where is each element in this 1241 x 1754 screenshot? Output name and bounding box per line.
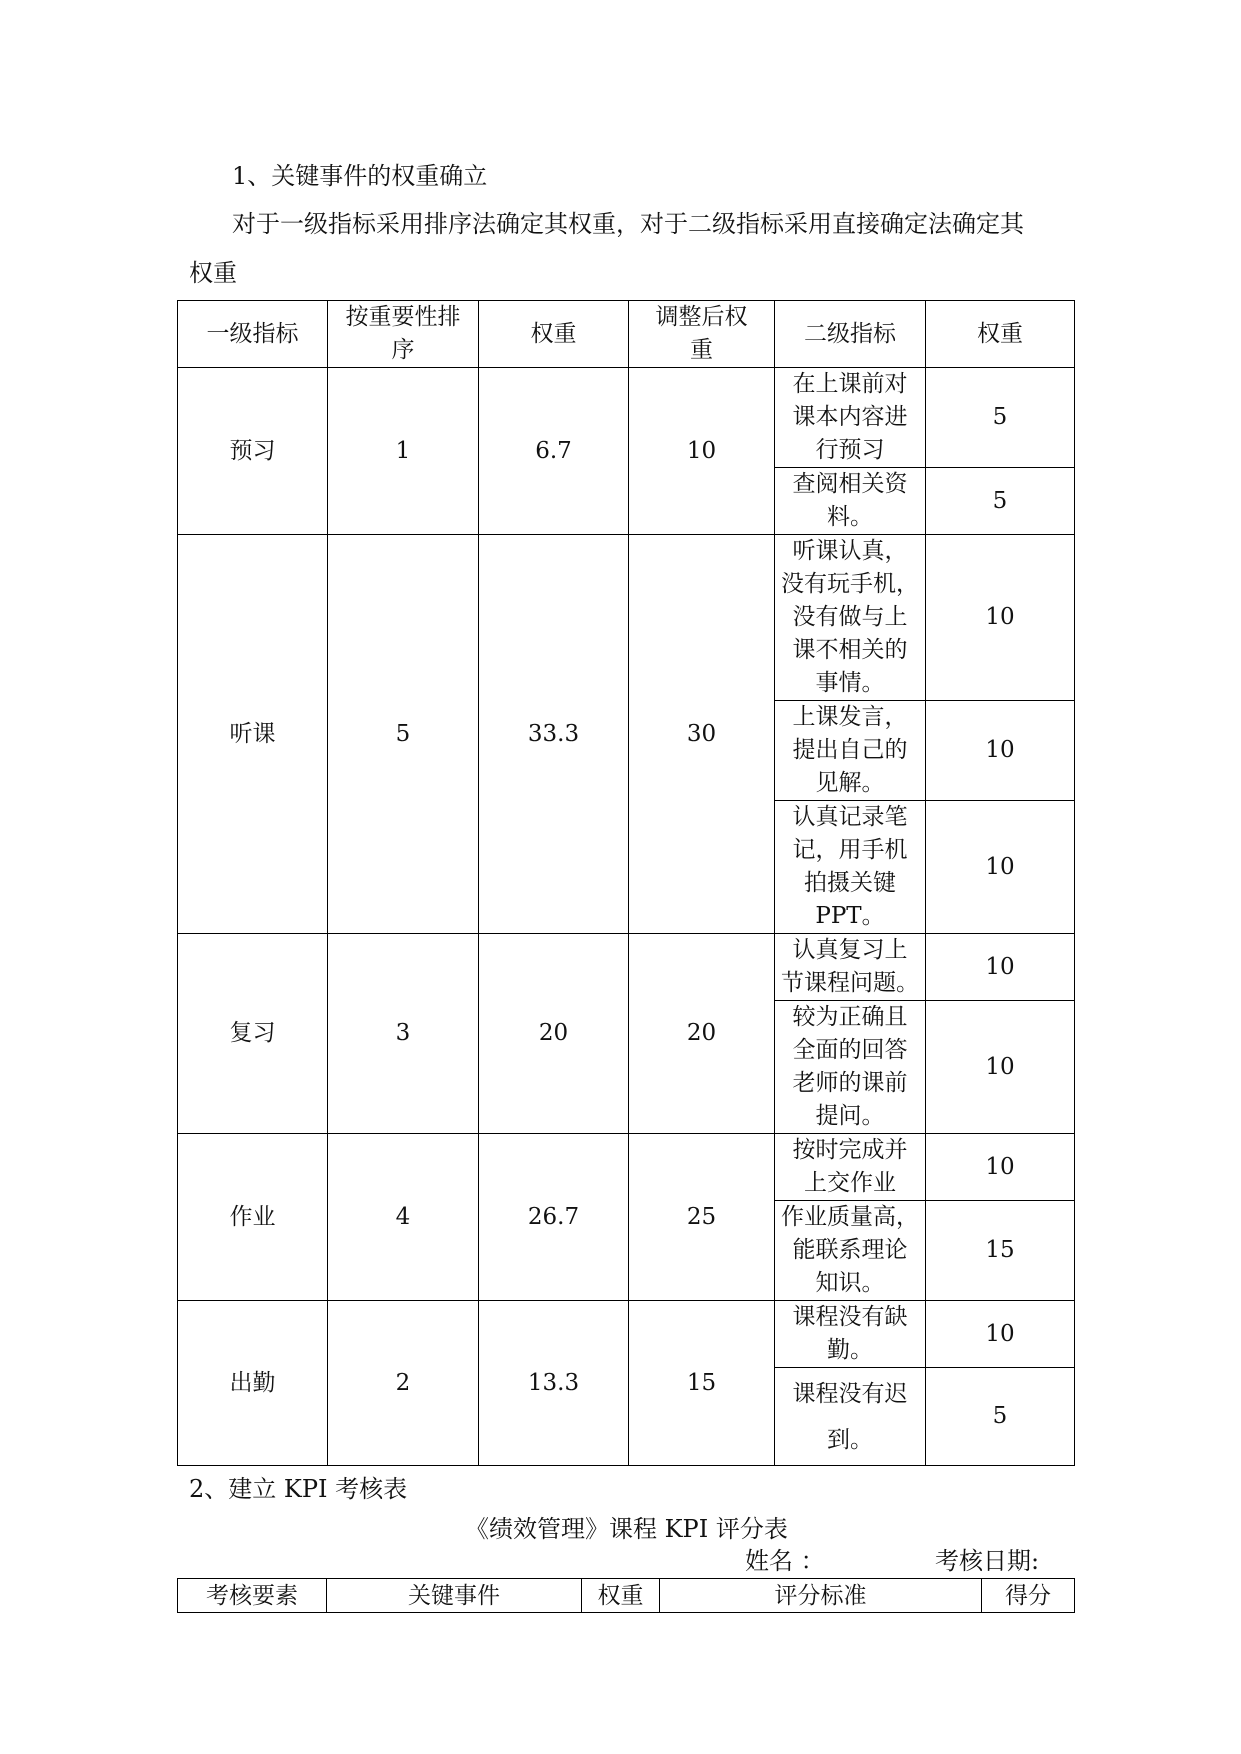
secondary-indicator-cell: 在上课前对 课本内容进 行预习 <box>775 368 926 468</box>
secondary-weight-cell: 10 <box>926 1301 1075 1368</box>
secondary-weight-cell: 10 <box>926 535 1075 701</box>
section1-heading: 1、关键事件的权重确立 <box>232 162 488 190</box>
secondary-weight-cell: 10 <box>926 1001 1075 1134</box>
secondary-indicator-cell: 听课认真， 没有玩手机， 没有做与上 课不相关的 事情。 <box>775 535 926 701</box>
secondary-weight-cell: 10 <box>926 801 1075 934</box>
table-row <box>178 1134 1075 1201</box>
primary-indicator-cell: 复习 <box>178 934 328 1134</box>
secondary-weight-cell: 10 <box>926 1134 1075 1201</box>
secondary-weight-cell: 5 <box>926 1368 1075 1466</box>
weight-cell: 33.3 <box>479 535 629 934</box>
primary-indicator-cell: 出勤 <box>178 1301 328 1466</box>
header-cell: 权重 <box>926 301 1075 368</box>
header-cell: 二级指标 <box>775 301 926 368</box>
weight-cell: 13.3 <box>479 1301 629 1466</box>
weight-table-header-row <box>178 301 1075 368</box>
secondary-weight-cell: 5 <box>926 368 1075 468</box>
table-row <box>178 368 1075 468</box>
header-cell: 权重 <box>479 301 629 368</box>
header-cell: 评分标准 <box>660 1579 982 1613</box>
kpi-table <box>177 1578 1075 1613</box>
primary-indicator-cell: 预习 <box>178 368 328 535</box>
header-cell: 调整后权 重 <box>629 301 775 368</box>
adjusted-weight-cell: 25 <box>629 1134 775 1301</box>
secondary-indicator-cell: 作业质量高， 能联系理论 知识。 <box>775 1201 926 1301</box>
secondary-weight-cell: 5 <box>926 468 1075 535</box>
adjusted-weight-cell: 20 <box>629 934 775 1134</box>
section2-heading: 2、建立 KPI 考核表 <box>189 1475 408 1503</box>
primary-indicator-cell: 听课 <box>178 535 328 934</box>
weight-cell: 6.7 <box>479 368 629 535</box>
adjusted-weight-cell: 30 <box>629 535 775 934</box>
secondary-indicator-cell: 认真复习上 节课程问题。 <box>775 934 926 1001</box>
table-row <box>178 535 1075 701</box>
rank-cell: 2 <box>328 1301 479 1466</box>
adjusted-weight-cell: 10 <box>629 368 775 535</box>
secondary-weight-cell: 15 <box>926 1201 1075 1301</box>
rank-cell: 1 <box>328 368 479 535</box>
secondary-weight-cell: 10 <box>926 701 1075 801</box>
secondary-indicator-cell: 认真记录笔 记，用手机 拍摄关键 PPT。 <box>775 801 926 934</box>
kpi-table-title: 《绩效管理》课程 KPI 评分表 <box>465 1515 788 1543</box>
adjusted-weight-cell: 15 <box>629 1301 775 1466</box>
secondary-indicator-cell: 按时完成并 上交作业 <box>775 1134 926 1201</box>
name-label: 姓名 ： <box>745 1547 825 1575</box>
secondary-indicator-cell: 课程没有迟 到。 <box>775 1368 926 1466</box>
table-row <box>178 1301 1075 1368</box>
date-label: 考核日期: <box>935 1547 1040 1575</box>
secondary-indicator-cell: 较为正确且 全面的回答 老师的课前 提问。 <box>775 1001 926 1134</box>
header-cell: 关键事件 <box>327 1579 582 1613</box>
table-row <box>178 934 1075 1001</box>
secondary-indicator-cell: 课程没有缺 勤。 <box>775 1301 926 1368</box>
secondary-indicator-cell: 查阅相关资 料。 <box>775 468 926 535</box>
kpi-table-header-row <box>178 1579 1075 1613</box>
weight-cell: 20 <box>479 934 629 1134</box>
header-cell: 考核要素 <box>178 1579 327 1613</box>
section1-paragraph-line2: 权重 <box>189 259 237 287</box>
section1-paragraph-line1: 对于一级指标采用排序法确定其权重，对于二级指标采用直接确定法确定其 <box>232 210 1024 238</box>
header-cell: 权重 <box>582 1579 660 1613</box>
weight-cell: 26.7 <box>479 1134 629 1301</box>
secondary-weight-cell: 10 <box>926 934 1075 1001</box>
rank-cell: 3 <box>328 934 479 1134</box>
primary-indicator-cell: 作业 <box>178 1134 328 1301</box>
weight-table <box>177 300 1075 1466</box>
header-cell: 按重要性排 序 <box>328 301 479 368</box>
secondary-indicator-cell: 上课发言， 提出自己的 见解。 <box>775 701 926 801</box>
rank-cell: 4 <box>328 1134 479 1301</box>
rank-cell: 5 <box>328 535 479 934</box>
header-cell: 一级指标 <box>178 301 328 368</box>
header-cell: 得分 <box>982 1579 1075 1613</box>
